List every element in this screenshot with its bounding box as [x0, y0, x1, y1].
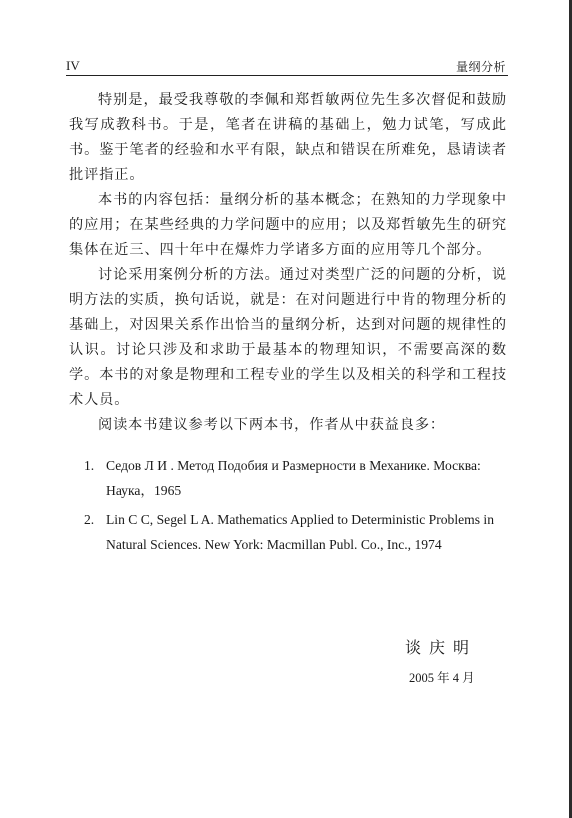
- reference-list: [84, 453, 514, 561]
- paragraph: 特别是，最受我尊敬的李佩和郑哲敏两位先生多次督促和鼓励我写成教科书。于是，笔者在讲稿的基础上，勉力试笔，写成此书。鉴于笔者的经验和水平有限，缺点和错误在所难免，恳请读者批评指正。: [69, 92, 507, 183]
- running-title: 量纲分析: [455, 60, 506, 74]
- header-divider: [66, 75, 508, 76]
- paragraph: 阅读本书建议参考以下两本书，作者从中获益良多：: [98, 417, 446, 433]
- reference-text: Lin C C, Segel L A. Mathematics Applied to Deterministic Problems in Natural Sciences. New York: Macmillan Publ. Co., Inc., 1974: [106, 512, 495, 552]
- page-number: IV: [66, 58, 80, 73]
- reference-number: 1.: [84, 458, 95, 473]
- author-signature: 谈庆明: [405, 638, 478, 657]
- reference-item: [84, 453, 514, 503]
- reference-item: [84, 507, 514, 557]
- reference-text: Седов Л И . Метод Подобия и Размерности в Механике. Москва: Наука，1965: [106, 458, 481, 498]
- reference-number: 2.: [84, 512, 95, 527]
- paragraph: 本书的内容包括：量纲分析的基本概念；在熟知的力学现象中的应用；在某些经典的力学问题中的应用；以及郑哲敏先生的研究集体在近三、四十年中在爆炸力学诸多方面的应用等几个部分。: [69, 192, 507, 258]
- page-header: [66, 56, 506, 76]
- preface-body: [69, 88, 507, 438]
- paragraph: 讨论采用案例分析的方法。通过对类型广泛的问题的分析，说明方法的实质，换句话说，就是：在对问题进行中肯的物理分析的基础上，对因果关系作出恰当的量纲分析，达到对问题的规律性的认识。讨论只涉及和求助于最基本的物理知识，不需要高深的数学。本书的对象是物理和工程专业的学生以及相关的科学和工程技术人员。: [69, 267, 507, 408]
- signature-date: 2005 年 4 月: [409, 671, 475, 685]
